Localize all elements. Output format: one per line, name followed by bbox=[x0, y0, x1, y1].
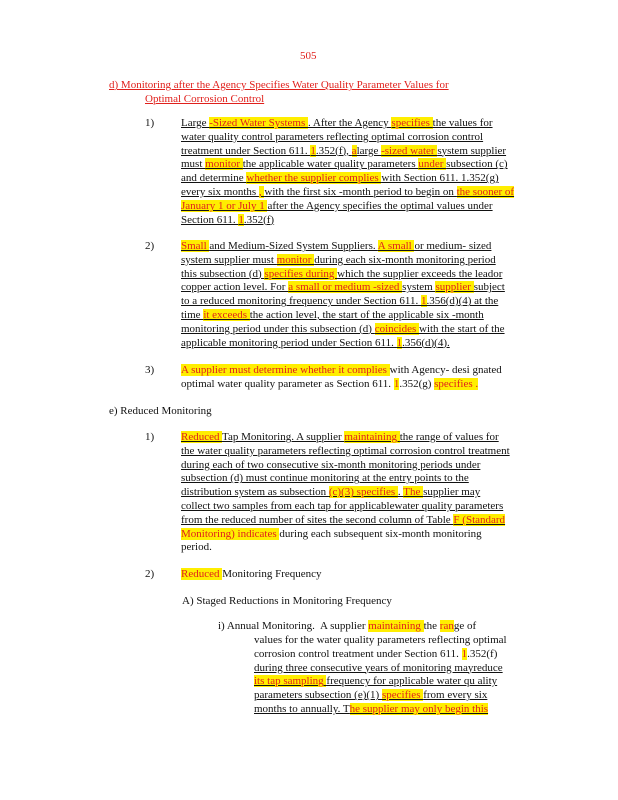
text-run: subject bbox=[473, 281, 505, 294]
highlighted-text: monitor bbox=[205, 158, 243, 171]
text-run: with the first six -month period to begin on bbox=[264, 186, 457, 198]
text-run: .356(d)(4) at the bbox=[426, 295, 499, 308]
text-line bbox=[181, 254, 496, 266]
highlighted-text: specifies bbox=[391, 117, 433, 129]
item-number: 1) bbox=[145, 431, 155, 443]
text-run: the bbox=[423, 620, 440, 632]
text-run: and determine bbox=[181, 172, 247, 185]
highlighted-text: ran bbox=[439, 620, 454, 632]
highlighted-text: January 1 or July 1 bbox=[181, 199, 268, 212]
text-run: monitoring period under this subsection (d) bbox=[181, 322, 375, 335]
text-run: to a reduced monitoring frequency under Section 611. bbox=[181, 295, 421, 308]
text-run: A supplier bbox=[320, 620, 369, 632]
text-run: system bbox=[402, 281, 436, 294]
page-number: 505 bbox=[300, 50, 317, 62]
highlighted-text: he supplier may only begin this bbox=[349, 703, 489, 715]
text-run: values for the water quality parameters reflecting optimal bbox=[254, 634, 507, 646]
highlighted-text: 1 bbox=[238, 213, 244, 226]
text-run: .352(f) bbox=[243, 213, 275, 226]
text-line bbox=[254, 662, 503, 674]
highlighted-text: it exceeds bbox=[203, 309, 250, 321]
text-run: the applicable water quality parameters bbox=[242, 158, 419, 171]
text-line bbox=[181, 486, 480, 498]
highlighted-text: supplier bbox=[435, 281, 474, 294]
text-line bbox=[254, 648, 497, 660]
highlighted-text: specifies bbox=[381, 689, 424, 702]
highlighted-text: -Sized Water Systems bbox=[209, 117, 309, 129]
text-run: from every six bbox=[423, 689, 488, 702]
text-line bbox=[181, 528, 482, 540]
text-line bbox=[181, 445, 510, 457]
text-run: copper action level. For bbox=[181, 281, 289, 294]
highlighted-text: , bbox=[258, 186, 265, 198]
text-run: time bbox=[181, 309, 204, 321]
text-run: large bbox=[356, 144, 382, 157]
highlighted-text: 1 bbox=[461, 647, 468, 660]
subsection-i-label: i) Annual Monitoring. bbox=[218, 620, 315, 632]
text-line bbox=[181, 364, 502, 376]
highlighted-text: specifies bbox=[434, 377, 476, 390]
text-line bbox=[181, 378, 478, 390]
text-run: the action level, the start of the applicable six -month bbox=[249, 309, 484, 321]
text-run: the values for bbox=[432, 117, 493, 129]
highlighted-text: specifies during bbox=[264, 267, 338, 280]
text-line bbox=[181, 158, 508, 170]
text-run: which the supplier exceeds the leador bbox=[337, 267, 503, 280]
item-number: 2) bbox=[145, 240, 155, 252]
text-line bbox=[181, 514, 505, 526]
text-run: distribution system as subsection bbox=[181, 486, 329, 499]
text-line bbox=[181, 337, 450, 349]
highlighted-text: whether the supplier complies bbox=[246, 172, 382, 185]
text-run: Large bbox=[181, 117, 210, 129]
highlighted-text: 1 bbox=[310, 144, 316, 157]
highlighted-text: its tap sampling bbox=[254, 675, 327, 688]
highlighted-text: monitor bbox=[276, 253, 315, 266]
text-run: the range of values for bbox=[399, 431, 499, 443]
subsection-a-heading: A) Staged Reductions in Monitoring Frequency bbox=[182, 595, 392, 607]
text-line bbox=[181, 214, 274, 226]
highlighted-text: maintaining bbox=[344, 431, 400, 443]
section-heading-d: d) Monitoring after the Agency Specifies Water Quality Parameter Values for bbox=[109, 79, 449, 91]
text-run: subsection (c) bbox=[446, 158, 508, 171]
text-line bbox=[181, 295, 498, 307]
highlighted-text: the sooner of bbox=[456, 186, 515, 198]
text-line bbox=[181, 281, 505, 293]
highlighted-text: A supplier must determine whether it complies bbox=[181, 364, 390, 376]
item-number: 2) bbox=[145, 568, 155, 580]
text-run: period. bbox=[181, 541, 212, 554]
text-line bbox=[181, 309, 484, 321]
item-number: 1) bbox=[145, 117, 155, 129]
text-run: . bbox=[397, 486, 404, 499]
text-run: treatment under Section 611. bbox=[181, 144, 311, 157]
text-line bbox=[254, 689, 487, 701]
text-run: during each subsequent six-month monitoring bbox=[279, 527, 482, 540]
text-run: water quality control parameters reflecting optimal corrosion control bbox=[181, 130, 484, 143]
text-run: system supplier bbox=[437, 144, 507, 157]
text-line bbox=[181, 145, 506, 157]
text-line bbox=[181, 323, 505, 335]
text-run: supplier may bbox=[423, 486, 481, 499]
text-run: subsection (d) must continue monitoring at the entry points to the bbox=[181, 472, 469, 485]
text-run: Section 611. bbox=[181, 213, 239, 226]
highlighted-text: maintaining bbox=[368, 620, 424, 632]
highlighted-text: Reduced bbox=[181, 568, 223, 580]
text-run: .352(g) bbox=[399, 377, 435, 390]
highlighted-text: The bbox=[403, 486, 424, 499]
text-line bbox=[181, 200, 493, 212]
text-line bbox=[181, 431, 499, 443]
text-run: during each six-month monitoring period bbox=[314, 253, 496, 266]
text-run: system supplier must bbox=[181, 253, 277, 266]
text-run: frequency for applicable water qu ality bbox=[326, 675, 498, 688]
section-heading-d-cont: Optimal Corrosion Control bbox=[145, 93, 265, 105]
text-run: applicable monitoring period under Section 611. bbox=[181, 336, 397, 349]
text-run: with Agency- desi gnated bbox=[389, 364, 502, 376]
text-run: from the reduced number of sites the second column of Table bbox=[181, 513, 454, 526]
item-number: 3) bbox=[145, 364, 155, 376]
highlighted-text: . bbox=[475, 377, 479, 390]
highlighted-text: a bbox=[351, 144, 357, 157]
text-run: .352(f) bbox=[467, 647, 498, 660]
text-line bbox=[181, 172, 499, 184]
text-run: or medium- sized bbox=[414, 240, 492, 252]
highlighted-text: Monitoring) indicates bbox=[181, 527, 280, 540]
text-line bbox=[254, 634, 507, 646]
text-run: parameters subsection (e)(1) bbox=[254, 689, 382, 702]
text-run: and Medium-Sized System Suppliers. bbox=[209, 240, 378, 252]
highlighted-text: 1 bbox=[421, 295, 427, 308]
text-run: after the Agency specifies the optimal values under bbox=[267, 199, 493, 212]
text-run: Tap Monitoring. A supplier bbox=[222, 431, 345, 443]
text-run: every six months bbox=[181, 186, 259, 198]
text-run: . After the Agency bbox=[308, 117, 392, 129]
text-line bbox=[181, 131, 483, 143]
text-run: with Section 611. 1.352(g) bbox=[381, 172, 499, 185]
text-run: with the start of the bbox=[419, 322, 505, 335]
text-run: during three consecutive years of monitoring mayreduce bbox=[254, 661, 503, 674]
text-run: must bbox=[181, 158, 206, 171]
text-line bbox=[181, 459, 480, 471]
text-line bbox=[181, 472, 469, 484]
text-run: .356(d)(4). bbox=[402, 336, 450, 349]
highlighted-text: under bbox=[418, 158, 447, 171]
text-run: months to annually. T bbox=[254, 703, 350, 715]
highlighted-text: a small or medium -sized bbox=[288, 281, 403, 294]
highlighted-text: (c)(3) specifies bbox=[328, 486, 398, 499]
text-run: ge of bbox=[453, 620, 477, 632]
text-line bbox=[181, 568, 322, 580]
highlighted-text: Reduced bbox=[181, 431, 223, 443]
text-line bbox=[181, 117, 493, 129]
text-run: optimal water quality parameter as Section 611. bbox=[181, 377, 394, 390]
text-run: collect two samples from each tap for applicablewater quality parameters bbox=[181, 500, 504, 512]
text-run: during each of two consecutive six-month monitoring periods under bbox=[181, 458, 481, 471]
text-line bbox=[254, 675, 497, 687]
text-run: Monitoring Frequency bbox=[222, 568, 322, 580]
text-line bbox=[181, 240, 491, 252]
text-line bbox=[254, 703, 488, 715]
highlighted-text: Small bbox=[181, 240, 210, 252]
highlighted-text: -sized water bbox=[381, 144, 438, 157]
highlighted-text: F (Standard bbox=[453, 513, 506, 526]
highlighted-text: A small bbox=[377, 240, 415, 252]
text-line bbox=[181, 186, 514, 198]
text-run: .352(f), bbox=[315, 144, 352, 157]
text-line bbox=[181, 268, 502, 280]
text-run: this subsection (d) bbox=[181, 267, 265, 280]
section-heading-e: e) Reduced Monitoring bbox=[109, 405, 212, 417]
subsection-i-first-line bbox=[320, 620, 476, 632]
highlighted-text: 1 bbox=[393, 377, 400, 390]
text-line bbox=[181, 541, 212, 553]
text-run: corrosion control treatment under Section 611. bbox=[254, 647, 462, 660]
highlighted-text: coincides bbox=[374, 322, 419, 335]
text-line bbox=[181, 500, 503, 512]
highlighted-text: 1 bbox=[396, 336, 403, 349]
text-run: the water quality parameters reflecting optimal corrosion control treatment bbox=[181, 444, 510, 457]
